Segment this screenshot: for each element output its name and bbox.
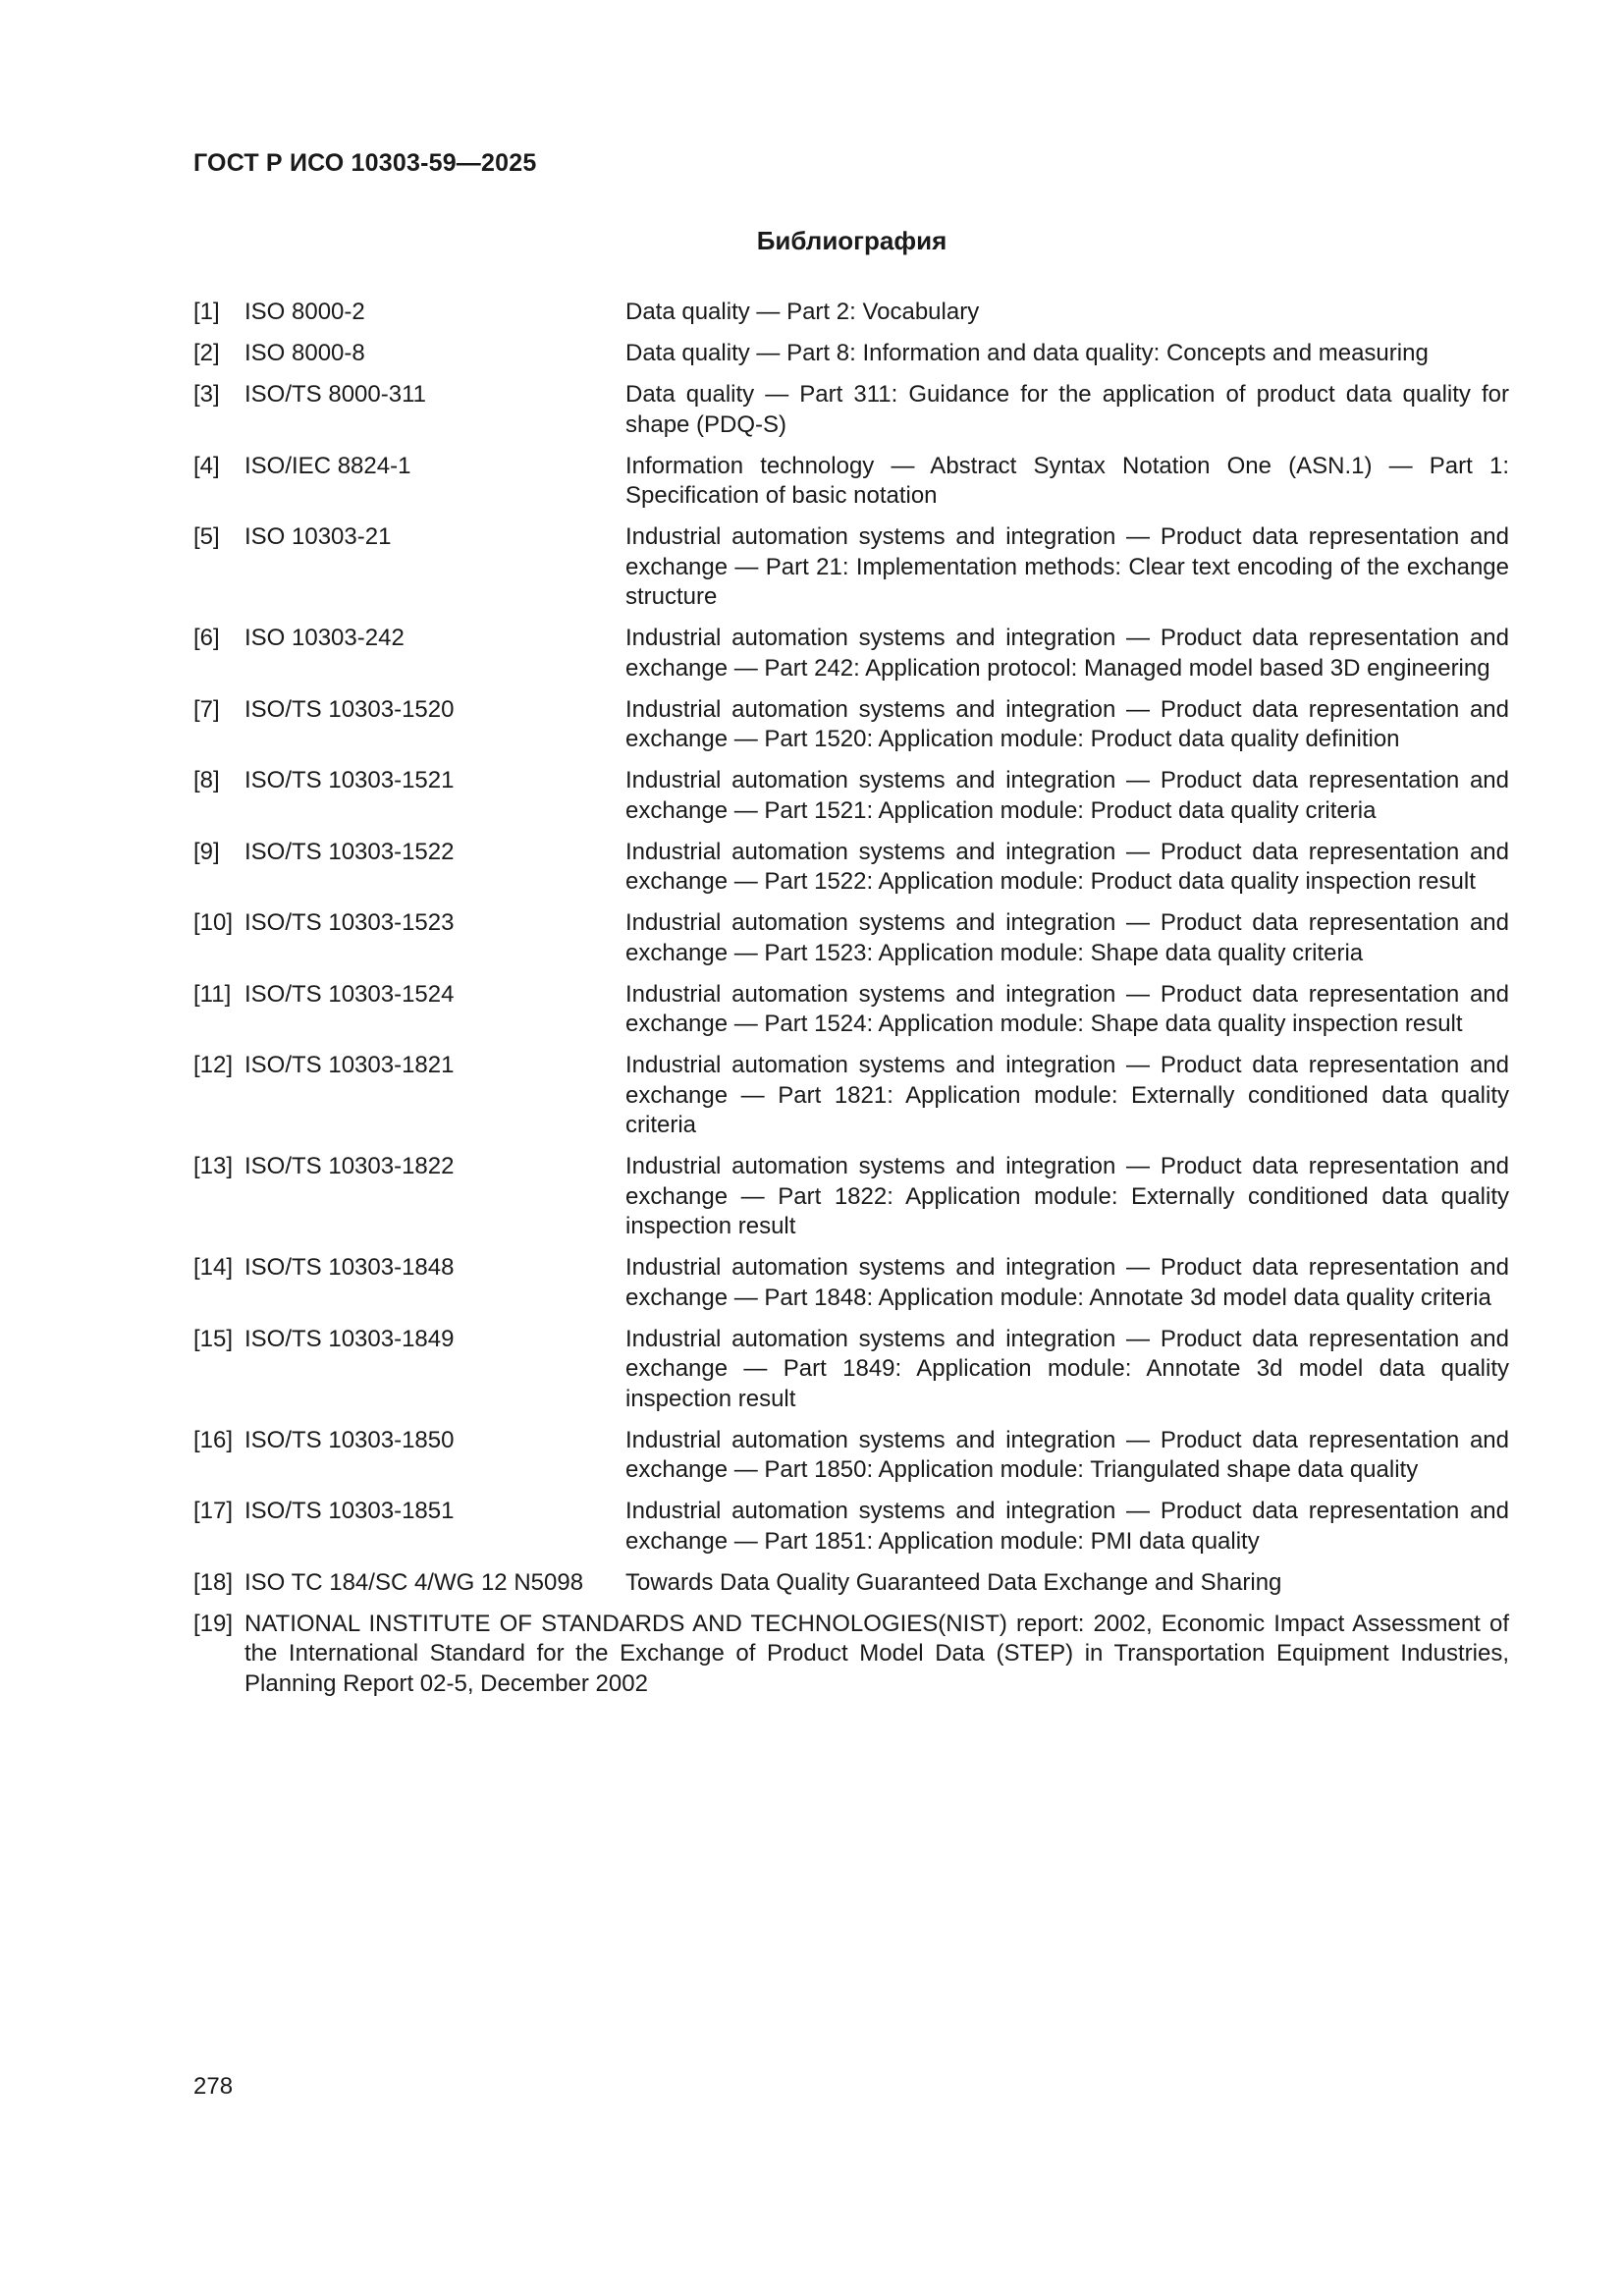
bibliography-item: [193, 1253, 1509, 1313]
bibliography-item: [193, 1568, 1509, 1599]
reference-code: ISO/TS 10303-1821: [244, 1052, 455, 1078]
reference-code: ISO/TS 8000-311: [244, 381, 426, 408]
reference-number: [9]: [193, 838, 220, 865]
bibliography-item: [193, 766, 1509, 826]
bibliography-item: [193, 298, 1509, 328]
reference-code: ISO/TS 10303-1848: [244, 1254, 455, 1281]
reference-title: Industrial automation systems and integration — Product data representation and exchange — Part 1521: Application module: Product data quality criteria: [625, 767, 1509, 824]
reference-title: Data quality — Part 2: Vocabulary: [625, 299, 980, 325]
reference-text: NATIONAL INSTITUTE OF STANDARDS AND TECHNOLOGIES(NIST) report: 2002, Economic Impact Assessment of the International Standard for the Exchange of Product Model Data (STEP) in Transportation Equipment Industries, Planning Report 02-5, December 2002: [244, 1610, 1509, 1697]
reference-title: Industrial automation systems and integration — Product data representation and exchange — Part 1522: Application module: Product data quality inspection result: [625, 838, 1509, 895]
bibliography-title: Библиография: [756, 226, 947, 255]
bibliography-item: [193, 1610, 1509, 1700]
reference-code: ISO/IEC 8824-1: [244, 452, 411, 479]
reference-number: [4]: [193, 452, 220, 479]
reference-title: Information technology — Abstract Syntax Notation One (ASN.1) — Part 1: Specification of basic notation: [625, 452, 1509, 509]
reference-title: Industrial automation systems and integration — Product data representation and exchange — Part 1520: Application module: Product data quality definition: [625, 695, 1509, 752]
reference-code: ISO/TS 10303-1849: [244, 1325, 455, 1352]
page-number: 278: [193, 2073, 234, 2100]
reference-number: [11]: [193, 980, 232, 1008]
reference-number: [13]: [193, 1153, 234, 1179]
reference-code: ISO/TS 10303-1521: [244, 767, 455, 793]
reference-number: [5]: [193, 523, 220, 550]
reference-code: ISO 10303-242: [244, 625, 405, 651]
bibliography-item: [193, 624, 1509, 683]
reference-code: ISO 10303-21: [244, 523, 392, 550]
reference-code: ISO TC 184/SC 4/WG 12 N5098: [244, 1568, 584, 1596]
reference-code: ISO/TS 10303-1520: [244, 695, 455, 723]
reference-title: Industrial automation systems and integration — Product data representation and exchange — Part 1848: Application module: Annotate 3d model data quality criteria: [625, 1254, 1509, 1311]
reference-code: ISO 8000-8: [244, 340, 365, 366]
reference-title: Industrial automation systems and integration — Product data representation and exchange — Part 1822: Application module: Externally conditioned data quality inspection result: [625, 1153, 1509, 1239]
reference-number: [2]: [193, 340, 220, 366]
bibliography-item: [193, 980, 1509, 1040]
reference-number: [18]: [193, 1568, 234, 1596]
bibliography-item: [193, 522, 1509, 613]
reference-title: Data quality — Part 8: Information and data quality: Concepts and measuring: [625, 340, 1429, 366]
bibliography-item: [193, 380, 1509, 440]
reference-title: Industrial automation systems and integration — Product data representation and exchange — Part 1850: Application module: Triangulated shape data quality: [625, 1426, 1509, 1483]
reference-code: ISO/TS 10303-1524: [244, 980, 455, 1008]
reference-code: ISO 8000-2: [244, 299, 365, 325]
reference-number: [3]: [193, 381, 220, 408]
reference-code: ISO/TS 10303-1523: [244, 909, 455, 936]
reference-number: [7]: [193, 695, 220, 723]
bibliography-item: [193, 1325, 1509, 1415]
reference-title: Industrial automation systems and integration — Product data representation and exchange — Part 1523: Application module: Shape data quality criteria: [625, 909, 1509, 966]
reference-title: Data quality — Part 311: Guidance for the application of product data quality for shape (PDQ-S): [625, 381, 1509, 438]
reference-number: [12]: [193, 1052, 234, 1078]
reference-code: ISO/TS 10303-1822: [244, 1153, 455, 1179]
reference-number: [19]: [193, 1610, 234, 1637]
reference-title: Industrial automation systems and integration — Product data representation and exchange — Part 1851: Application module: PMI data quality: [625, 1498, 1509, 1555]
reference-number: [15]: [193, 1325, 234, 1352]
bibliography-item: [193, 1152, 1509, 1242]
reference-title: Industrial automation systems and integration — Product data representation and exchange — Part 1821: Application module: Externally conditioned data quality criteria: [625, 1052, 1509, 1138]
reference-title: Industrial automation systems and integration — Product data representation and exchange — Part 242: Application protocol: Managed model based 3D engineering: [625, 625, 1509, 682]
reference-title: Industrial automation systems and integration — Product data representation and exchange — Part 1849: Application module: Annotate 3d model data quality inspection result: [625, 1325, 1509, 1412]
bibliography-item: [193, 1497, 1509, 1557]
bibliography-item: [193, 452, 1509, 512]
reference-number: [6]: [193, 625, 220, 651]
bibliography-list: [193, 298, 1509, 1711]
reference-number: [17]: [193, 1498, 234, 1524]
bibliography-item: [193, 1051, 1509, 1141]
bibliography-item: [193, 339, 1509, 369]
reference-title: Industrial automation systems and integration — Product data representation and exchange — Part 1524: Application module: Shape data quality inspection result: [625, 980, 1509, 1037]
bibliography-item: [193, 1426, 1509, 1486]
document-code-header: ГОСТ Р ИСО 10303-59—2025: [193, 149, 537, 177]
bibliography-item: [193, 695, 1509, 755]
reference-title: Industrial automation systems and integration — Product data representation and exchange — Part 21: Implementation methods: Clear text encoding of the exchange structure: [625, 523, 1509, 610]
reference-code: ISO/TS 10303-1522: [244, 838, 455, 865]
reference-number: [16]: [193, 1426, 234, 1453]
reference-number: [14]: [193, 1254, 234, 1281]
reference-code: ISO/TS 10303-1850: [244, 1426, 455, 1453]
reference-title: Towards Data Quality Guaranteed Data Exchange and Sharing: [625, 1568, 1282, 1596]
bibliography-item: [193, 838, 1509, 898]
reference-code: ISO/TS 10303-1851: [244, 1498, 455, 1524]
reference-number: [1]: [193, 299, 220, 325]
bibliography-item: [193, 908, 1509, 968]
reference-number: [8]: [193, 767, 220, 793]
reference-number: [10]: [193, 909, 234, 936]
